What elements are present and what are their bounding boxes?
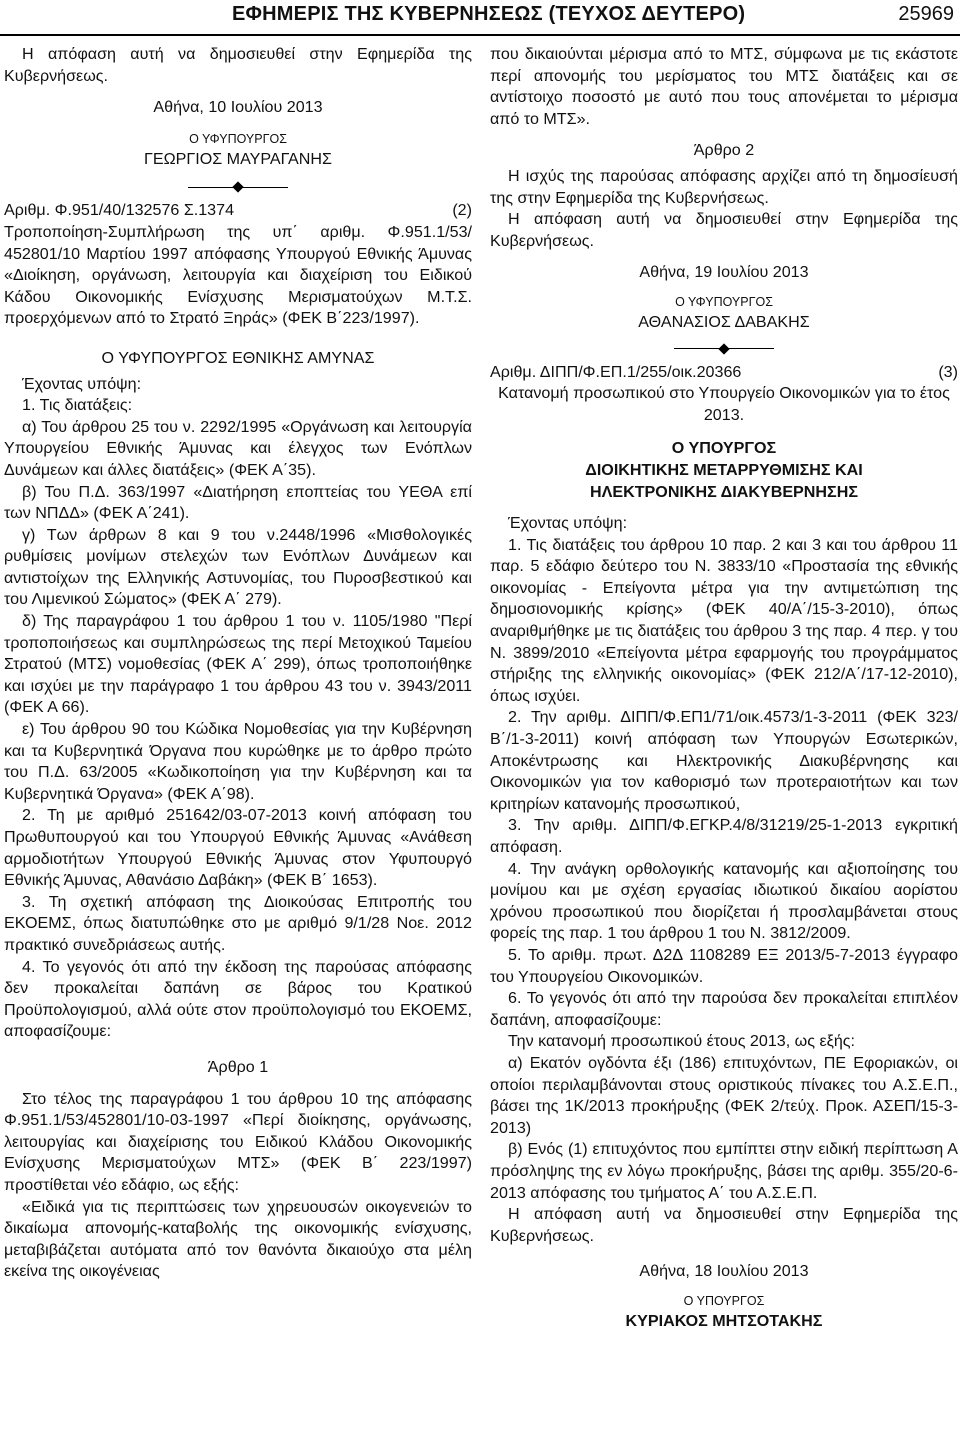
section-divider [490, 340, 958, 358]
paragraph: 3. Την αριθμ. ΔΙΠΠ/Φ.ΕΓΚΡ.4/8/31219/25-1-2013 εγκριτική απόφαση. [490, 816, 958, 856]
right-column [490, 44, 958, 1332]
paragraph: 4. Το γεγονός ότι από την έκδοση της παρούσας απόφασης δεν προκαλείται δαπάνη σε βάρος του Κρατικού Προϋπολογισμού, αλλά ούτε στον προϋπολογισμό του ΕΚΟΕΜΣ, αποφασίζουμε: [4, 957, 472, 1041]
publication-notice: Η απόφαση αυτή να δημοσιευθεί στην Εφημερίδα της Κυβερνήσεως. [490, 210, 958, 250]
having-regard: Έχοντας υπόψη: [508, 514, 628, 533]
paragraph: α) Εκατόν ογδόντα έξι (186) επιτυχόντων, ΠΕ Εφοριακών, οι οποίοι περιλαμβάνονται στους οριστικούς πίνακες του Α.Σ.Ε.Π., βάσει της 1Κ/2013 προκήρυξης (ΦΕΚ 2/τεύχ. Προκ. ΑΣΕΠ/15-3-2013) [490, 1053, 958, 1137]
paragraph: 2. Τη με αριθμό 251642/03-07-2013 κοινή απόφαση του Πρωθυπουργού και του Υπουργού Εθνικής Άμυνας «Ανάθεση αρμοδιοτήτων Υπουργού Εθνικής Άμυνας στον Υφυπουργό Εθνικής Άμυνας, Αθανάσιο Δαβάκη» (ΦΕΚ Β΄ 1653). [4, 806, 472, 890]
paragraph: Την κατανομή προσωπικού έτους 2013, ως εξής: [508, 1032, 856, 1051]
signing-date: Αθήνα, 10 Ιουλίου 2013 [153, 98, 323, 117]
paragraph: Στο τέλος της παραγράφου 1 του άρθρου 10 της απόφασης Φ.951.1/53/452801/10-03-1997 «Περί διοίκησης, οργάνωσης, λειτουργίας και διαχείρισης του Ειδικού Κλάδου Οικονομικής Ενίσχυσης Μερισματούχων ΜΤΣ» (ΦΕΚ Β΄ 223/1997) προστίθεται νέο εδάφιο, ως εξής: [4, 1089, 472, 1194]
signatory-title: Ο ΥΠΟΥΡΓΟΣ [683, 1293, 765, 1308]
gazette-title: ΕΦΗΜΕΡΙΣ ΤΗΣ ΚΥΒΕΡΝΗΣΕΩΣ (ΤΕΥΧΟΣ ΔΕΥΤΕΡΟ) [232, 3, 746, 25]
paragraph: α) Του άρθρου 25 του ν. 2292/1995 «Οργάνωση και λειτουργία Υπουργείου Εθνικής Άμυνας και έλεγχος των Ενόπλων Δυνάμεων και άλλες διατάξεις» (ΦΕΚ Α΄35). [4, 417, 472, 479]
issue-index: (2) [452, 201, 472, 220]
paragraph: Η ισχύς της παρούσας απόφασης αρχίζει από τη δημοσίευσή της στην Εφημερίδα της Κυβερνήσεως. [490, 166, 958, 207]
issue-index: (3) [938, 362, 958, 381]
paragraph: 1. Τις διατάξεις του άρθρου 10 παρ. 2 και 3 και του άρθρου 11 παρ. 5 εδάφιο δεύτερο του Ν. 3833/10 «Προστασία της εθνικής οικονομίας - Επείγοντα μέτρα για την αντιμετώπιση της δημοσιονομικής κρίσης» (ΦΕΚ 40/Α΄/15-3-2010), όπως αναριθμήθηκε με τις διατάξεις του άρθρου 3 της παρ. 4 περ. γ του Ν. 3899/2010 «Επείγοντα μέτρα εφαρμογής του προγράμματος στήριξης της ελληνικής οικονομίας» (ΦΕΚ 212/Α΄/17-12-2010), όπως ισχύει. [490, 535, 958, 705]
signatory-name: ΚΥΡΙΑΚΟΣ ΜΗΤΣΟΤΑΚΗΣ [625, 1311, 823, 1330]
section-divider [4, 178, 472, 196]
paragraph: 6. Το γεγονός ότι από την παρούσα δεν προκαλείται επιπλέον δαπάνη, αποφασίζουμε: [490, 989, 958, 1029]
issuing-authority: ΗΛΕΚΤΡΟΝΙΚΗΣ ΔΙΑΚΥΒΕΡΝΗΣΗΣ [590, 482, 858, 501]
reference-number: Αριθμ. Φ.951/40/132576 Σ.1374 [4, 201, 235, 220]
paragraph: ε) Του άρθρου 90 του Κώδικα Νομοθεσίας για την Κυβέρνηση και τα Κυβερνητικά Όργανα που κυρώθηκε με το άρθρο πρώτο του Π.Δ. 63/2005 «Κωδικοποίηση για την Κυβέρνηση και τα Κυβερνητικά Όργανα» (ΦΕΚ Α΄98). [4, 720, 472, 803]
paragraph: 2. Την αριθμ. ΔΙΠΠ/Φ.ΕΠ1/71/οικ.4573/1-3-2011 (ΦΕΚ 323/Β΄/1-3-2011) κοινή απόφαση των Υπουργών Εσωτερικών, Αποκέντρωσης και Ηλεκτρονικής Διακυβέρνησης και Οικονομικών για τον καθορισμό των προτεραιοτήτων και των κριτηρίων κατανομής προσωπικού, [490, 708, 958, 813]
signatory-title: Ο ΥΦΥΠΟΥΡΓΟΣ [675, 294, 773, 309]
paragraph: «Ειδικά για τις περιπτώσεις των χηρευουσών οικογενειών το δικαίωμα απονομής-καταβολής της οικονομικής ενίσχυσης, μεταβιβάζεται αυτόματα από τον θανόντα δικαιούχο στα μέλη εκείνα της οικογένειας [4, 1197, 472, 1281]
decision-reference [490, 362, 958, 384]
issuing-authority: ΔΙΟΙΚΗΤΙΚΗΣ ΜΕΤΑΡΡΥΘΜΙΣΗΣ ΚΑΙ [585, 460, 863, 479]
paragraph: γ) Των άρθρων 8 και 9 του ν.2448/1996 «Μισθολογικές ρυθμίσεις μονίμων στελεχών των Ενόπλων Δυνάμεων και αντιστοίχων της Ελληνικής Αστυνομίας, του Πυροσβεστικού και του Λιμενικού Σώματος» (ΦΕΚ Α΄ 279). [4, 525, 472, 609]
article-heading: Άρθρο 1 [207, 1057, 269, 1076]
signatory-name: ΑΘΑΝΑΣΙΟΣ ΔΑΒΑΚΗΣ [638, 312, 810, 331]
paragraph: 3. Τη σχετική απόφαση της Διοικούσας Επιτροπής του ΕΚΟΕΜΣ, όπως διατυπώθηκε στο με αριθμό 9/1/28 Νοε. 2012 πρακτικό συνεδριάσεως αυτής. [4, 892, 472, 954]
page-number: 25969 [898, 3, 954, 25]
paragraph: δ) Της παραγράφου 1 του άρθρου 1 του ν. 1105/1980 "Περί τροποποιήσεως και συμπληρώσεως της περί Μετοχικού Ταμείου Στρατού (ΜΤΣ) νομοθεσίας (ΦΕΚ Α΄ 299), όπως τροποποιήθηκε και ισχύει με την παράγραφο 1 του άρθρου 43 του ν. 3943/2011 (ΦΕΚ Α 66). [4, 612, 472, 717]
paragraph: που δικαιούνται μέρισμα από το ΜΤΣ, σύμφωνα με τις εκάστοτε περί απονομής του μερίσματος του ΜΤΣ διατάξεις και σε αντίστοιχο ποσοστό με αυτό που τους απονέμεται το μέρισμα από το ΜΤΣ». [490, 45, 958, 128]
decision-reference [4, 200, 472, 222]
signing-date: Αθήνα, 19 Ιουλίου 2013 [639, 263, 809, 282]
left-column [4, 44, 472, 1283]
paragraph: 4. Την ανάγκη ορθολογικής κατανομής και αξιοποίησης του μονίμου και με σχέση εργασίας ιδιωτικού δικαίου αορίστου χρόνου προσωπικού που διορίζεται ή προσλαμβάνεται στους φορείς της παρ. 1 του άρθρου 1 του Ν. 3812/2009. [490, 859, 958, 943]
paragraph: 1. Τις διατάξεις: [22, 396, 133, 415]
paragraph: β) Ενός (1) επιτυχόντος που εμπίπτει στην ειδική περίπτωση Α πρόσληψης της εν λόγω προκήρυξης, βάσει της αριθμ. 355/20-6-2013 απόφασης του τμήματος Α΄ του Α.Σ.Ε.Π. [490, 1140, 958, 1202]
signatory-name: ΓΕΩΡΓΙΟΣ ΜΑΥΡΑΓΑΝΗΣ [144, 149, 332, 168]
issuing-authority: Ο ΥΦΥΠΟΥΡΓΟΣ ΕΘΝΙΚΗΣ ΑΜΥΝΑΣ [101, 348, 375, 367]
paragraph: β) Του Π.Δ. 363/1997 «Διατήρηση εποπτείας του ΥΕΘΑ επί των ΝΠΔΔ» (ΦΕΚ Α΄241). [4, 482, 472, 523]
article-heading: Άρθρο 2 [693, 141, 755, 160]
paragraph: 5. Το αριθμ. πρωτ. Δ2Δ 1108289 ΕΞ 2013/5-7-2013 έγγραφο του Υπουργείου Οικονομικών. [490, 945, 958, 986]
signing-date: Αθήνα, 18 Ιουλίου 2013 [639, 1262, 809, 1281]
reference-number: Αριθμ. ΔΙΠΠ/Φ.ΕΠ.1/255/οικ.20366 [490, 362, 742, 381]
having-regard: Έχοντας υπόψη: [22, 374, 142, 393]
decision-title: Κατανομή προσωπικού στο Υπουργείο Οικονομικών για το έτος 2013. [498, 384, 950, 424]
publication-notice: Η απόφαση αυτή να δημοσιευθεί στην Εφημερίδα της Κυβερνήσεως. [490, 1205, 958, 1245]
page-header [0, 0, 960, 36]
issuing-authority: Ο ΥΠΟΥΡΓΟΣ [671, 439, 777, 458]
publication-notice: Η απόφαση αυτή να δημοσιευθεί στην Εφημερίδα της Κυβερνήσεως. [4, 45, 472, 85]
decision-title: Τροποποίηση-Συμπλήρωση της υπ΄ αριθμ. Φ.951.1/53/ 452801/10 Μαρτίου 1997 απόφασης Υπουργού Εθνικής Άμυνας «Διοίκηση, οργάνωση, λειτουργία και διαχείριση του Ειδικού Κάδου Οικονομικής Ενίσχυσης Μερισματούχων Μ.Τ.Σ. προερχόμενων από το Στρατό Ξηράς» (ΦΕΚ Β΄223/1997). [4, 222, 472, 328]
signatory-title: Ο ΥΦΥΠΟΥΡΓΟΣ [189, 131, 287, 146]
